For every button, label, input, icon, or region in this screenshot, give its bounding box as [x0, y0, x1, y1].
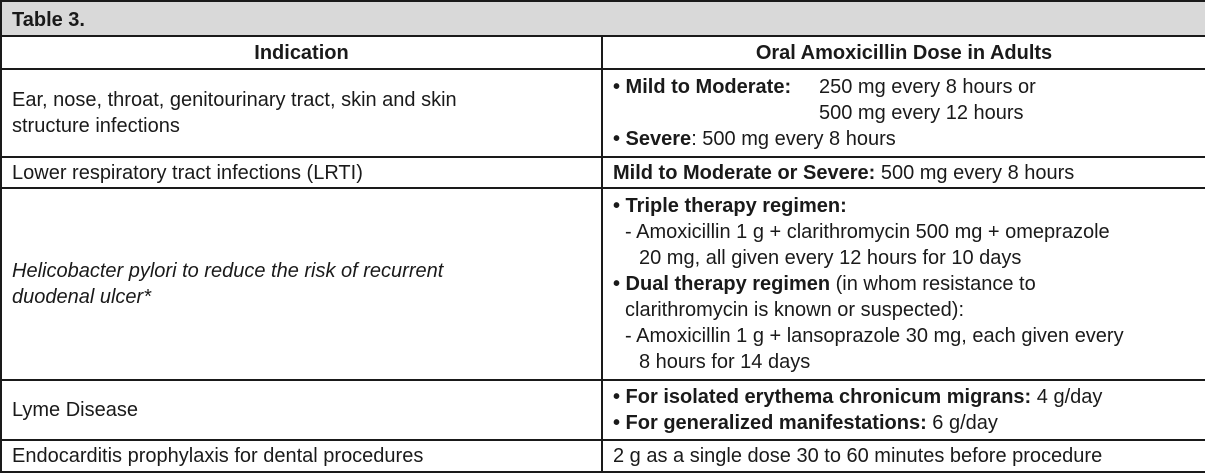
table-title: Table 3.: [1, 1, 1205, 36]
dual-therapy-label: • Dual therapy regimen: [613, 273, 831, 295]
dose-text: 500 mg every 8 hours: [875, 161, 1075, 184]
triple-therapy-detail: - Amoxicillin 1 g + clarithromycin 500 mg + omeprazole: [625, 221, 1110, 243]
isolated-dose: 4 g/day: [1031, 386, 1103, 408]
header-indication: Indication: [1, 36, 602, 69]
indication-cell: [1, 188, 602, 380]
indication-text: Helicobacter pylori to reduce the risk of recurrent: [12, 260, 444, 282]
header-dose: Oral Amoxicillin Dose in Adults: [602, 36, 1205, 69]
dose-label: Mild to Moderate or Severe:: [613, 161, 876, 184]
dual-therapy-note: (in whom resistance to: [830, 273, 1036, 295]
indication-cell: [1, 69, 602, 157]
mild-moderate-label: • Mild to Moderate:: [613, 76, 792, 98]
dual-therapy-detail: 8 hours for 14 days: [639, 351, 811, 373]
dual-therapy-line: [613, 271, 1195, 297]
generalized-line: [613, 410, 1195, 436]
isolated-label: • For isolated erythema chronicum migrans:: [613, 386, 1032, 408]
dual-therapy-note: clarithromycin is known or suspected):: [625, 299, 965, 321]
indication-cell: Endocarditis prophylaxis for dental procedures: [1, 440, 602, 472]
table-row: [1, 380, 1205, 440]
severe-label: • Severe: [613, 128, 692, 150]
dose-cell: [602, 157, 1205, 188]
indication-cell: Lower respiratory tract infections (LRTI): [1, 157, 602, 188]
generalized-dose: 6 g/day: [926, 412, 998, 434]
table-row: [1, 69, 1205, 157]
indication-text: duodenal ulcer*: [12, 286, 151, 308]
dose-cell: [602, 69, 1205, 157]
table-row: [1, 157, 1205, 188]
indication-text: Ear, nose, throat, genitourinary tract, skin and skin: [12, 89, 457, 111]
severe-dose: : 500 mg every 8 hours: [691, 128, 896, 150]
isolated-line: [613, 384, 1195, 410]
dose-cell: 2 g as a single dose 30 to 60 minutes before procedure: [602, 440, 1205, 472]
table-row: [1, 440, 1205, 472]
table-row: [1, 188, 1205, 380]
mild-moderate-dose-alt: 500 mg every 12 hours: [819, 102, 1024, 124]
triple-therapy-label: • Triple therapy regimen:: [613, 195, 847, 217]
mild-moderate-line: [613, 74, 1195, 100]
severe-line: [613, 126, 1195, 152]
table-header-row: [1, 36, 1205, 69]
triple-therapy-detail: 20 mg, all given every 12 hours for 10 days: [639, 247, 1022, 269]
dose-cell: [602, 188, 1205, 380]
indication-cell: Lyme Disease: [1, 380, 602, 440]
dose-cell: [602, 380, 1205, 440]
table-title-row: [1, 1, 1205, 36]
generalized-label: • For generalized manifestations:: [613, 412, 927, 434]
dual-therapy-detail: - Amoxicillin 1 g + lansoprazole 30 mg, each given every: [625, 325, 1124, 347]
indication-text: structure infections: [12, 115, 180, 137]
mild-moderate-dose: 250 mg every 8 hours or: [819, 76, 1036, 98]
